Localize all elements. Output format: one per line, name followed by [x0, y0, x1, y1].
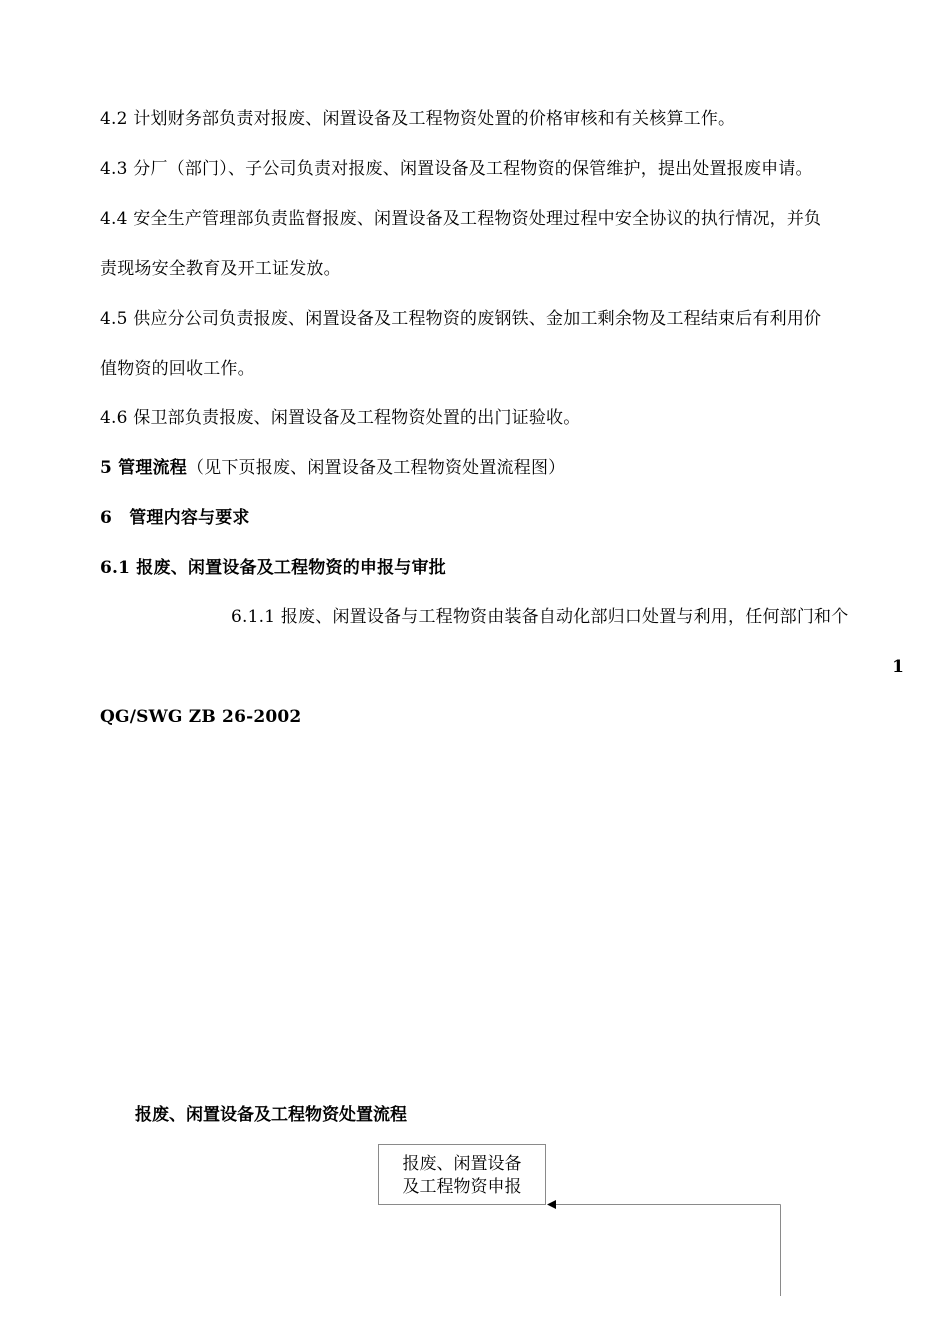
paragraph-6-1-1: 6.1.1 报废、闲置设备与工程物资由装备自动化部归口处置与利用，任何部门和个 — [231, 607, 849, 627]
document-code: QG/SWG ZB 26-2002 — [100, 707, 302, 727]
paragraph-4-5-line1: 4.5 供应分公司负责报废、闲置设备及工程物资的废钢铁、金加工剩余物及工程结束后有利用价 — [100, 309, 822, 329]
section-6-heading: 6 管理内容与要求 — [100, 508, 250, 528]
paragraph-4-6: 4.6 保卫部负责报废、闲置设备及工程物资处置的出门证验收。 — [100, 408, 581, 428]
paragraph-4-3: 4.3 分厂（部门）、子公司负责对报废、闲置设备及工程物资的保管维护，提出处置报废申请。 — [100, 159, 813, 179]
paragraph-4-2: 4.2 计划财务部负责对报废、闲置设备及工程物资处置的价格审核和有关核算工作。 — [100, 109, 736, 129]
section-5 — [100, 458, 565, 478]
flowchart-title: 报废、闲置设备及工程物资处置流程 — [135, 1105, 407, 1125]
paragraph-4-4-line1: 4.4 安全生产管理部负责监督报废、闲置设备及工程物资处理过程中安全协议的执行情况，并负 — [100, 209, 822, 229]
flowchart-box-line1: 报废、闲置设备 — [402, 1154, 522, 1174]
section-5-note: （见下页报废、闲置设备及工程物资处置流程图） — [186, 458, 566, 478]
flowchart-box-application — [378, 1144, 546, 1205]
paragraph-4-4-line2: 责现场安全教育及开工证发放。 — [100, 259, 341, 279]
section-5-heading: 5 管理流程 — [100, 458, 187, 478]
page-number: 1 — [892, 657, 904, 677]
section-6-1-heading: 6.1 报废、闲置设备及工程物资的申报与审批 — [100, 558, 446, 578]
paragraph-4-5-line2: 值物资的回收工作。 — [100, 359, 255, 379]
flowchart-arrow-head — [547, 1200, 556, 1209]
flowchart-box-line2: 及工程物资申报 — [402, 1177, 522, 1197]
